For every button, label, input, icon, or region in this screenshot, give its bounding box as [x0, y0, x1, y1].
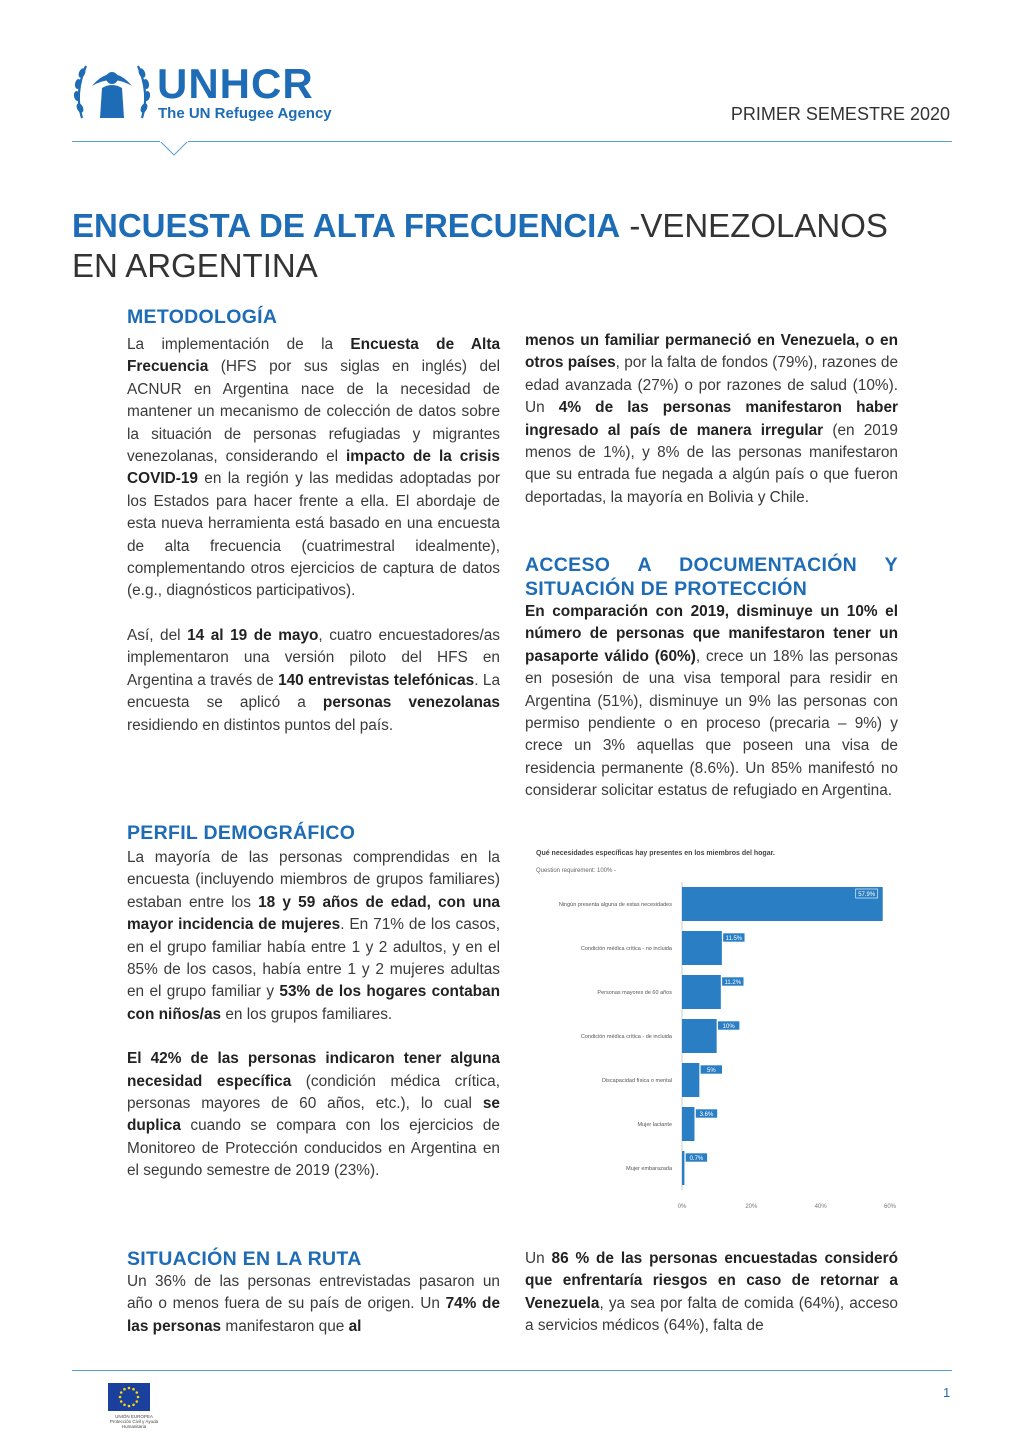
- text-run: , ya sea por falta de comida (64%), acceso a servicios médicos (64%), falta de: [525, 1294, 898, 1335]
- perfil-paragraph-1: [127, 847, 500, 1026]
- footer-divider: [72, 1370, 952, 1371]
- text-run: en la región y las medidas adoptadas por los Estados para hacer frente a ella. El abordaje de esta nueva herramienta está basado en una encuesta de alta frecuencia (cuatrimestral idealmente), complementando otros ejercicios de captura de datos (e.g., diagnósticos participativos).: [127, 470, 500, 600]
- chart-category-label: Condición médica crítica - de incluida: [580, 1034, 672, 1040]
- section-metodologia: [127, 305, 500, 737]
- chart-value-label: 10%: [722, 1024, 735, 1030]
- text-run: impacto de la crisis COVID-19: [127, 448, 500, 488]
- text-run: , por la falta de fondos (79%), razones de edad avanzada (27%) o por razones de salud (10%). Un: [525, 354, 899, 417]
- chart-category-label: Mujer embarazada: [626, 1166, 672, 1172]
- text-run: (condición médica crítica, personas mayores de 60 años, etc.), lo cual: [127, 1072, 500, 1113]
- perfil-paragraph-2: [127, 1048, 500, 1182]
- acceso-paragraph-1: [525, 601, 898, 803]
- text-run: (HFS por sus siglas en inglés) del ACNUR en Argentina nace de la necesidad de mantener un mecanismo de colección de datos sobre la situación de personas refugiadas y migrantes venezolanas, considerando el: [127, 358, 500, 466]
- metodologia-paragraph-1: [127, 334, 500, 603]
- chart-subtitle: Question requirement: 100% -: [536, 868, 617, 874]
- heading-acceso-1: ACCESO A DOCUMENTACIÓN Y: [525, 554, 898, 576]
- heading-acceso-2: SITUACIÓN DE PROTECCIÓN: [525, 578, 808, 600]
- chart-bar: [682, 975, 721, 1009]
- chart-category-label: Mujer lactante: [637, 1122, 672, 1128]
- ruta-continued-paragraph: [525, 330, 898, 509]
- text-run: La mayoría de las personas comprendidas en la encuesta (incluyendo miembros de grupos familiares) estaban entre los: [127, 849, 500, 911]
- chart-value-label: 11.2%: [724, 980, 742, 986]
- section-ruta-continued: [525, 330, 898, 509]
- section-acceso: [525, 553, 898, 803]
- title-rest-1: -VENEZOLANOS: [620, 207, 888, 244]
- heading-metodologia: METODOLOGÍA: [127, 306, 278, 328]
- chart-bar: [682, 1107, 694, 1141]
- eu-caption: UNIÓN EUROPEA Protección Civil y Ayuda Humanitaria: [109, 1414, 159, 1429]
- semester-label: PRIMER SEMESTRE 2020: [730, 104, 950, 124]
- text-run: . La encuesta se aplicó a: [127, 671, 501, 712]
- chart-value-label: 11.5%: [725, 936, 743, 942]
- chart-bar: [682, 931, 722, 965]
- chart-tick-label: 60%: [883, 1204, 897, 1210]
- chart-bar: [682, 887, 883, 921]
- text-run: Un: [525, 1250, 552, 1267]
- riesgos-paragraph: [525, 1248, 898, 1338]
- text-run: 74% de las personas: [127, 1295, 500, 1335]
- chart-tick-label: 0%: [677, 1204, 687, 1210]
- unhcr-emblem-icon: [72, 58, 152, 128]
- chart-tick-label: 20%: [745, 1204, 758, 1210]
- section-perfil: [127, 821, 500, 1183]
- chart-bar: [682, 1019, 717, 1053]
- divider-notch-icon: [160, 140, 188, 156]
- text-run: , cuatro encuestadores/as implementaron una versión piloto del HFS en Argentina a través de: [127, 626, 500, 689]
- text-run: 18 y 59 años de edad, con una mayor incidencia de mujeres: [127, 893, 500, 934]
- header-divider: [72, 141, 952, 142]
- text-run: 140 entrevistas telefónicas: [278, 671, 475, 689]
- text-run: Un 36% de las personas entrevistadas pasaron un año o menos fuera de su país de origen. Un: [127, 1273, 500, 1313]
- text-run: personas venezolanas: [322, 694, 500, 712]
- text-run: 53% de los hogares contaban con niños/as: [127, 983, 501, 1023]
- chart-bar: [682, 1151, 684, 1185]
- text-run: En comparación con 2019, disminuye un 10% el número de personas que manifestaron tener un pasaporte válido (60%): [525, 603, 898, 665]
- text-run: manifestaron que: [221, 1317, 349, 1335]
- text-run: residiendo en distintos puntos del país.: [127, 716, 394, 734]
- text-run: Encuesta de Alta Frecuencia: [127, 336, 501, 376]
- text-run: 4% de las personas manifestaron haber ingresado al país de manera irregular: [525, 399, 898, 439]
- text-run: en los grupos familiares.: [221, 1005, 393, 1023]
- text-run: Así, del: [127, 626, 188, 644]
- text-run: se duplica: [127, 1095, 500, 1135]
- chart-value-label: 57.9%: [858, 892, 876, 898]
- title-rest-2: EN ARGENTINA: [72, 247, 318, 284]
- eu-flag-icon: [108, 1383, 150, 1411]
- text-run: cuando se compara con los ejercicios de Monitoreo de Protección conducidos en Argentina en el segundo semestre de 2019 (23%).: [127, 1117, 500, 1180]
- chart-value-label: 5%: [706, 1068, 716, 1074]
- chart-category-label: Condición médica crítica - no incluida: [580, 946, 672, 952]
- logo-tagline: The UN Refugee Agency: [158, 105, 332, 122]
- chart-category-label: Ningún presenta alguna de estas necesidades: [558, 902, 672, 908]
- text-run: La implementación de la: [127, 336, 351, 353]
- chart-bar: [682, 1063, 699, 1097]
- text-run: . En 71% de los casos, en el grupo familiar había entre 1 y 2 adultos, y en el 85% de los casos, había entre 1 y 2 mujeres adultas en el grupo familiar y: [127, 916, 500, 1001]
- chart-category-label: Discapacidad física o mental: [601, 1078, 672, 1084]
- page-number: 1: [943, 1385, 951, 1400]
- ruta-paragraph-1: [127, 1271, 500, 1338]
- metodologia-paragraph-2: [127, 625, 500, 737]
- heading-perfil: PERFIL DEMOGRÁFICO: [127, 822, 356, 844]
- heading-ruta: SITUACIÓN EN LA RUTA: [127, 1248, 362, 1270]
- page-title: [72, 206, 962, 286]
- logo-wordmark: UNHCR: [157, 60, 314, 107]
- text-run: El 42% de las personas indicaron tener alguna necesidad específica: [127, 1050, 500, 1090]
- needs-bar-chart: [520, 878, 900, 1223]
- text-run: 14 al 19 de mayo: [187, 626, 319, 644]
- chart-tick-label: 40%: [814, 1204, 827, 1210]
- text-run: menos un familiar permaneció en Venezuela, o en otros países: [525, 332, 898, 372]
- section-riesgos: [525, 1248, 898, 1338]
- title-highlight: ENCUESTA DE ALTA FRECUENCIA: [72, 207, 621, 244]
- chart-value-label: 0.7%: [689, 1156, 704, 1162]
- text-run: , crece un 18% las personas en posesión de una visa temporal para residir en Argentina (51%), disminuye un 9% las personas con permiso pendiente o en proceso (precaria – 9%) y crece un 3% aquellas que poseen una visa de residencia permanente (8.6%). Un 85% manifestó no considerar solicitar estatus de refugiado en Argentina.: [525, 647, 898, 800]
- text-run: 86 % de las personas encuestadas consideró que enfrentaría riesgos en caso de retornar a Venezuela: [525, 1250, 899, 1312]
- chart-category-label: Personas mayores de 60 años: [597, 990, 672, 996]
- chart-title: Qué necesidades específicas hay presentes en los miembros del hogar.: [536, 850, 775, 857]
- text-run: (en 2019 menos de 1%), y 8% de las personas manifestaron que su entrada fue negada a algún país o que fueron deportadas, la mayoría en Bolivia y Chile.: [525, 421, 898, 506]
- section-ruta: [127, 1247, 500, 1338]
- chart-value-label: 3.6%: [699, 1112, 714, 1118]
- text-run: al: [348, 1317, 362, 1335]
